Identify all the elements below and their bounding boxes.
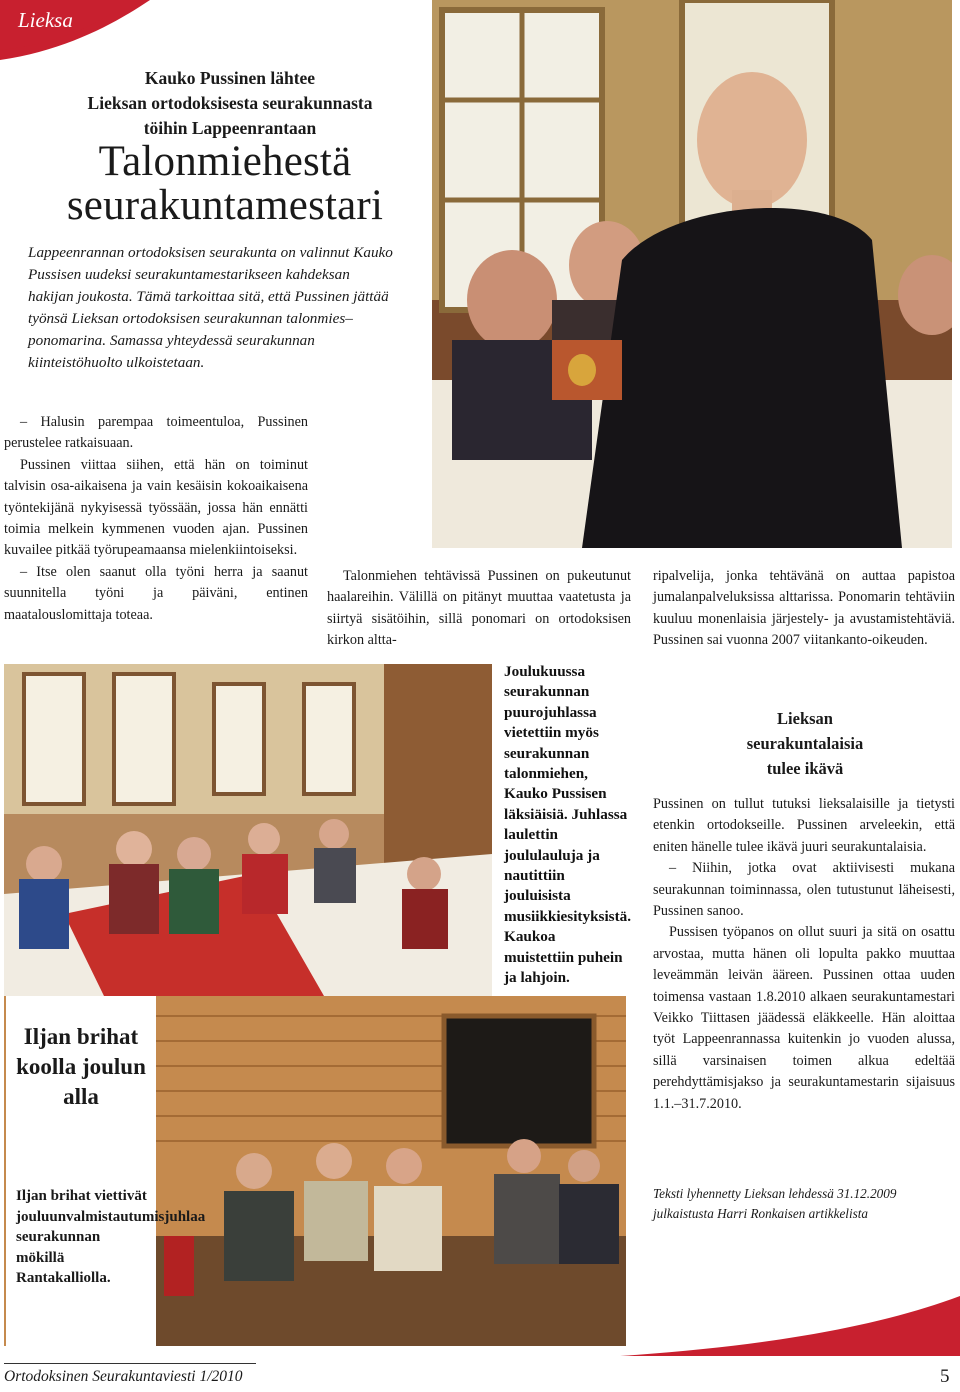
kicker-line: töihin Lappeenrantaan <box>143 118 317 138</box>
body-paragraph: Talonmiehen tehtävissä Pussinen on pukeutunut haalareihin. Välillä on pitänyt muuttaa vaatetusta ja siirtyä sisätöihin, sillä ponomari on ortodoksisen kirkon altta- <box>327 568 631 649</box>
article-column-3 <box>653 566 955 652</box>
caption-box-text: Iljan brihat viettivät jouluunvalmistautumisjuhlaa seurakunnan mökillä Rantakalliolla. <box>16 1188 206 1286</box>
page-number: 5 <box>940 1366 950 1387</box>
headline-line: Talonmiehestä <box>98 138 352 185</box>
photo-priest-gift <box>432 0 952 548</box>
article-kicker <box>20 66 440 141</box>
article-subheading <box>700 706 910 781</box>
footer-swoosh <box>620 1296 960 1356</box>
kicker-line: Kauko Pussinen lähtee <box>144 68 316 88</box>
photo-caption-party: Joulukuussa seurakunnan puurojuhlassa vietettiin myös seurakunnan talonmiehen, Kauko Pussisen läksiäisiä. Juhlassa laulettin joululauluja ja nautittiin jouluisista musiikkiesityksistä. Kaukoa muistettiin puhein ja lahjoin. <box>504 663 632 987</box>
body-paragraph: ripalvelija, jonka tehtävänä on auttaa papistoa jumalanpalveluksissa alttarissa. Ponomarin tehtäviin kuuluu monenlaisia järjestely- ja avustamistehtäviä. Pussinen sai vuonna 2007 viitankanto-oikeuden. <box>653 568 955 649</box>
kicker-line: Lieksan ortodoksisesta seurakunnasta <box>87 93 373 113</box>
body-paragraph: Pussisen työpanos on ollut suuri ja sitä on osattu arvostaa, mutta hänen oli lopulta pakko muuttaa leveämmän leivän ääreen. Pussinen ottaa uuden toimensa vastaan 1.8.2010 alkaen seurakuntamestari Veikko Tiittasen jäädessä eläkkeelle. Hän aloittaa työt Lappeenrannassa kuitenkin jo vuoden alussa, sillä varsinaisen toimen alkua edeltää perehdyttämisjakso ja seurakuntamestarin sijaisuus 1.1.–31.7.2010. <box>653 924 955 1112</box>
body-paragraph: Pussinen viittaa siihen, että hän on toiminut talvisin osa-aikaisena ja vain kesäisin kokoaikaisena työntekijänä nykyisessä työssään, jossa hän ennätti toimia melkein kymmenen vuoden ajan. Pussinen kuvailee pitkää työrupeamaansa mielenkiintoiseksi. <box>4 456 308 559</box>
photo-caption-box <box>6 996 206 1346</box>
article-column-2 <box>327 566 631 652</box>
body-paragraph: – Halusin parempaa toimeentuloa, Pussinen perustelee ratkaisuaan. <box>4 414 308 452</box>
body-paragraph: – Niihin, jotka ovat aktiivisesti mukana seurakunnan toiminnassa, olen tutustunut läheisesti, Pussinen sanoo. <box>653 860 955 920</box>
photo-christmas-party <box>4 664 492 996</box>
article-column-3-lower <box>653 794 955 1115</box>
subheading-line: Lieksan <box>777 709 833 728</box>
section-tab <box>0 0 150 60</box>
footer-rule <box>4 1363 256 1364</box>
section-label: Lieksa <box>18 8 73 32</box>
article-column-1 <box>4 412 308 626</box>
article-credit: Teksti lyhennetty Lieksan lehdessä 31.12.2009 julkaistusta Harri Ronkaisen artikkelista <box>653 1186 897 1221</box>
headline-line: seurakuntamestari <box>66 182 384 229</box>
subheading-line: tulee ikävä <box>766 759 844 778</box>
article-headline <box>20 140 430 228</box>
body-paragraph: – Itse olen saanut olla työni herra ja saanut suunnitella työni ja päiväni, entinen maatalouslomittaja toteaa. <box>4 563 308 623</box>
body-paragraph: Pussinen on tullut tutuksi lieksalaisille ja tietysti etenkin ortodokseille. Pussinen arveleekin, että eniten hänelle tulee ikävä juuri seurakuntalaisia. <box>653 796 955 855</box>
subheading-line: seurakuntalaisia <box>746 734 864 753</box>
footer-publication: Ortodoksinen Seurakuntaviesti 1/2010 <box>4 1368 243 1385</box>
caption-box-title: Iljan brihat koolla joulun alla <box>16 1024 146 1109</box>
article-lead: Lappeenrannan ortodoksisen seurakunta on valinnut Kauko Pussisen uudeksi seurakuntamestarikseen kahdeksan hakijan joukosta. Tämä tarkoittaa sitä, että Pussinen jättää työnsä Lieksan ortodoksisen seurakunnan talonmies–ponomarina. Samassa yhteydessä seurakunnan kiinteistöhuolto ulkoistetaan. <box>28 244 393 371</box>
